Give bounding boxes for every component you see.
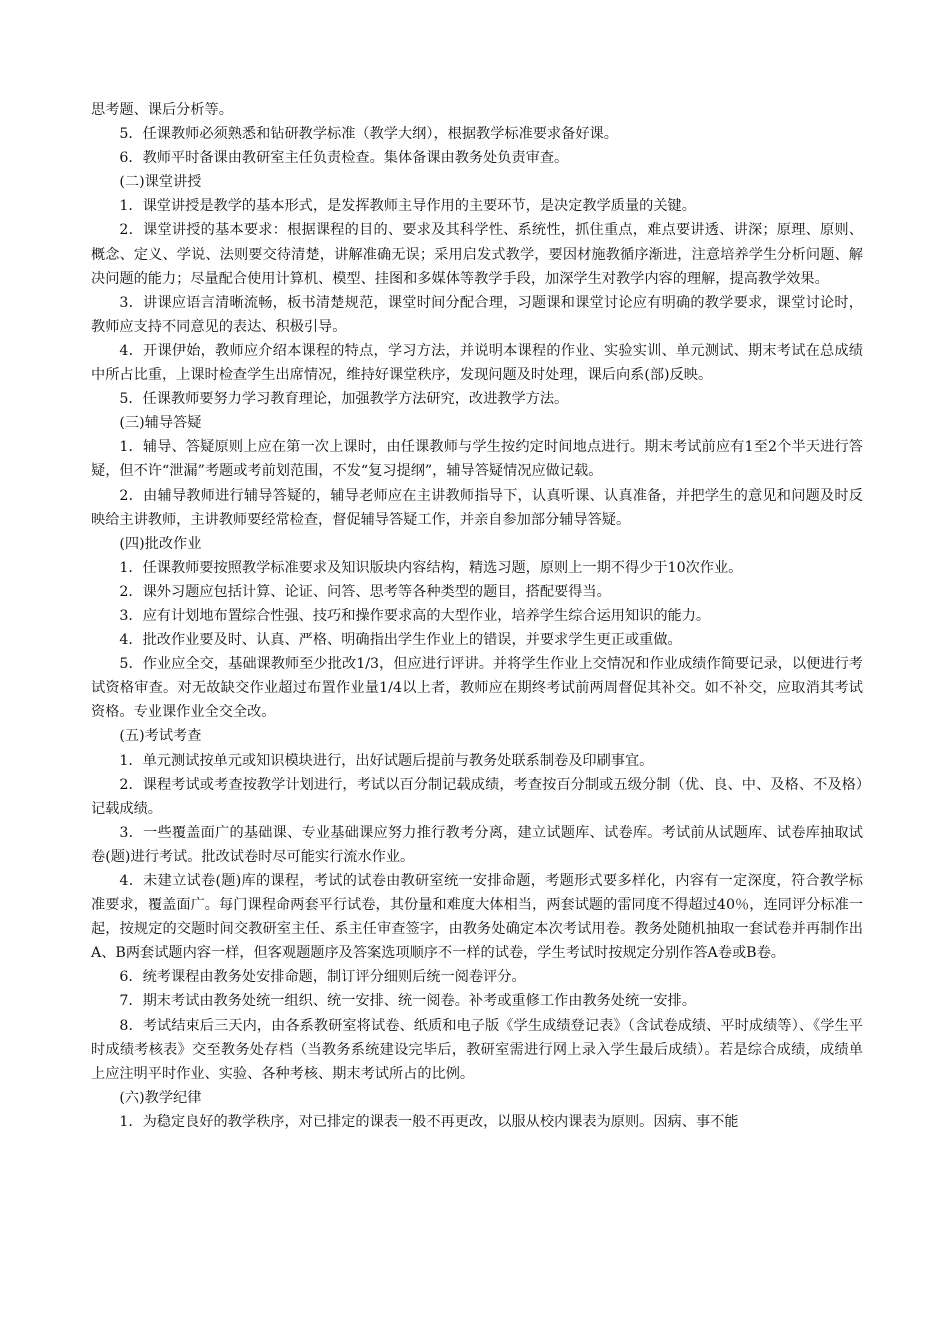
paragraph: 4．批改作业要及时、认真、严格、明确指出学生作业上的错误，并要求学生更正或重做。	[119, 632, 682, 649]
paragraph: 1．辅导、答疑原则上应在第一次上课时，由任课教师与学生按约定时间地点进行。期末考试前应有1至2个半天进行答疑，但不许“泄漏”考题或考前划范围，不发“复习提纲”，辅导答疑情况应做记载。	[91, 439, 863, 480]
paragraph: 2．由辅导教师进行辅导答疑的，辅导老师应在主讲教师指导下，认真听课、认真准备，并把学生的意见和问题及时反映给主讲教师，主讲教师要经常检查，督促辅导答疑工作，并亲自参加部分辅导答疑。	[91, 487, 863, 528]
paragraph: 2．课程考试或考查按教学计划进行，考试以百分制记载成绩，考查按百分制或五级分制（优、良、中、及格、不及格）记载成绩。	[91, 776, 863, 817]
paragraph: 思考题、课后分析等。	[91, 102, 233, 118]
paragraph: 6．教师平时备课由教研室主任负责检查。集体备课由教务处负责审查。	[119, 150, 569, 167]
paragraph: 7．期末考试由教务处统一组织、统一安排、统一阅卷。补考或重修工作由教务处统一安排。	[119, 993, 696, 1010]
document-body	[91, 98, 863, 1134]
paragraph: 2．课堂讲授的基本要求：根据课程的目的、要求及其科学性、系统性，抓住重点，难点要讲透、讲深；原理、原则、概念、定义、学说、法则要交待清楚，讲解准确无误；采用启发式教学，要因材施教循序渐进，注意培养学生分析问题、解决问题的能力；尽量配合使用计算机、模型、挂图和多媒体等教学手段，加深学生对教学内容的理解，提高教学效果。	[91, 222, 863, 287]
paragraph: 5．任课教师要努力学习教育理论，加强教学方法研究，改进教学方法。	[119, 391, 569, 408]
paragraph: 8．考试结束后三天内，由各系教研室将试卷、纸质和电子版《学生成绩登记表》（含试卷成绩、平时成绩等）、《学生平时成绩考核表》交至教务处存档（当教务系统建设完毕后，教研室需进行网上录入学生最后成绩）。若是综合成绩，成绩单上应注明平时作业、实验、各种考核、期末考试所占的比例。	[91, 1017, 863, 1082]
paragraph: 4．未建立试卷(题)库的课程，考试的试卷由教研室统一安排命题，考题形式要多样化，内容有一定深度，符合教学标准要求，覆盖面广。每门课程命两套平行试卷，其份量和难度大体相当，两套试题的雷同度不得超过40％，连同评分标准一起，按规定的交题时间交教研室主任、系主任审查签字，由教务处确定本次考试用卷。教务处随机抽取一套试卷并再制作出A、B两套试题内容一样，但客观题题序及答案选项顺序不一样的试卷，学生考试时按规定分别作答A卷或B卷。	[91, 873, 863, 962]
paragraph: 3．应有计划地布置综合性强、技巧和操作要求高的大型作业，培养学生综合运用知识的能力。	[119, 607, 711, 624]
paragraph: 6．统考课程由教务处安排命题，制订评分细则后统一阅卷评分。	[119, 969, 526, 986]
paragraph: 5．任课教师必须熟悉和钻研教学标准（教学大纲），根据教学标准要求备好课。	[119, 126, 618, 143]
section-heading: (六)教学纪律	[119, 1089, 202, 1106]
paragraph: 3．讲课应语言清晰流畅，板书清楚规范，课堂时间分配合理，习题课和课堂讨论应有明确的教学要求，课堂讨论时，教师应支持不同意见的表达、积极引导。	[91, 294, 863, 335]
paragraph: 3．一些覆盖面广的基础课、专业基础课应努力推行教考分离，建立试题库、试卷库。考试前从试题库、试卷库抽取试卷(题)进行考试。批改试卷时尽可能实行流水作业。	[91, 824, 863, 865]
paragraph: 1．任课教师要按照教学标准要求及知识版块内容结构，精选习题，原则上一期不得少于10次作业。	[119, 559, 743, 576]
paragraph: 2．课外习题应包括计算、论证、问答、思考等各种类型的题目，搭配要得当。	[119, 583, 611, 600]
section-heading: (三)辅导答疑	[119, 415, 202, 432]
paragraph: 4．开课伊始，教师应介绍本课程的特点，学习方法，并说明本课程的作业、实验实训、单元测试、期末考试在总成绩中所占比重，上课时检查学生出席情况，维持好课堂秩序，发现问题及时处理，课后向系(部)反映。	[91, 342, 863, 384]
paragraph: 1．为稳定良好的教学秩序，对已排定的课表一般不再更改，以服从校内课表为原则。因病、事不能	[119, 1113, 739, 1130]
section-heading: (二)课堂讲授	[119, 174, 202, 191]
section-heading: (五)考试考查	[119, 728, 202, 745]
paragraph: 1．单元测试按单元或知识模块进行，出好试题后提前与教务处联系制卷及印刷事宜。	[119, 752, 654, 769]
paragraph: 1．课堂讲授是教学的基本形式，是发挥教师主导作用的主要环节，是决定教学质量的关键。	[119, 198, 696, 215]
paragraph: 5．作业应全交，基础课教师至少批改1/3，但应进行评讲。并将学生作业上交情况和作业成绩作简要记录，以便进行考试资格审查。对无故缺交作业超过布置作业量1/4以上者，教师应在期终考试前两周督促其补交。如不补交，应取消其考试资格。专业课作业全交全改。	[91, 656, 863, 721]
section-heading: (四)批改作业	[119, 535, 202, 552]
